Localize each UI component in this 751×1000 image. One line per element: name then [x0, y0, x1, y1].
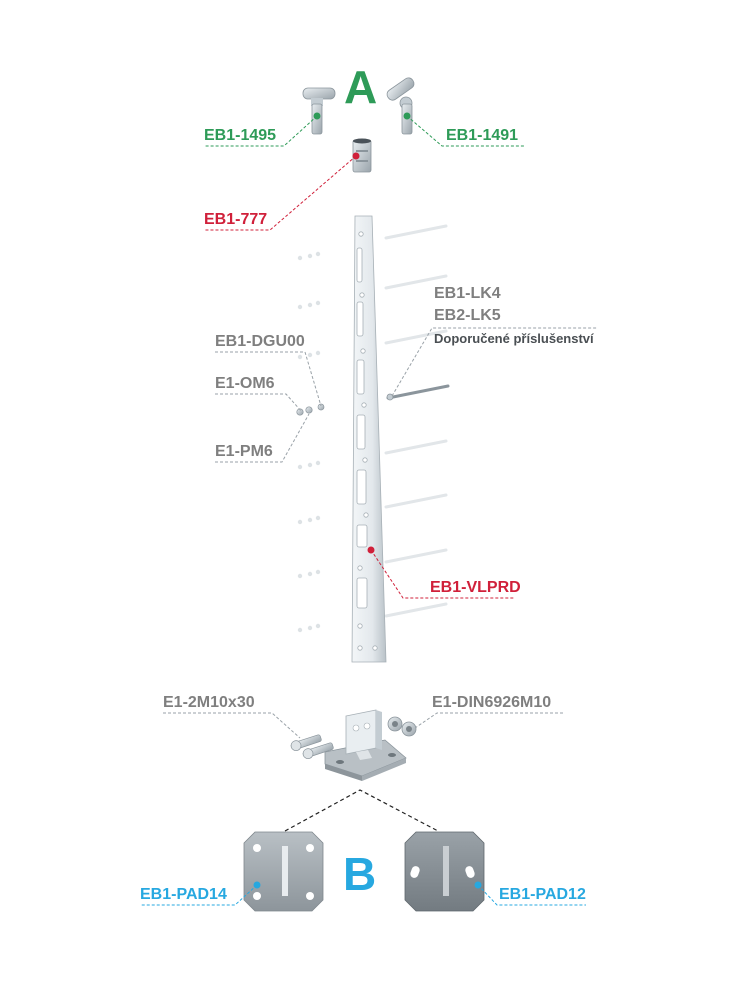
- label-e1-pm6: E1-PM6: [215, 443, 273, 460]
- label-eb1-1491: EB1-1491: [446, 127, 519, 144]
- leader-e1-om6: [215, 394, 302, 412]
- label-eb1-pad12: EB1-PAD12: [499, 886, 586, 903]
- screw-nut-part: [297, 404, 324, 415]
- handrail-holder-t-part: [303, 88, 335, 134]
- label-e1-din6926m10: E1-DIN6926M10: [432, 694, 552, 711]
- leader-e1-din6926m10: [415, 713, 563, 728]
- ghost-screw-marks: [298, 252, 320, 632]
- handrail-holder-angled-part: [385, 76, 416, 134]
- label-eb1-vlprd: EB1-VLPRD: [430, 579, 521, 596]
- rod-holder-part: [387, 386, 448, 400]
- label-e1-2m10x30: E1-2M10x30: [163, 694, 255, 711]
- label-eb1-pad14: EB1-PAD14: [140, 886, 227, 903]
- label-eb1-777: EB1-777: [204, 211, 268, 228]
- label-eb2-lk5: EB2-LK5: [434, 307, 501, 324]
- section-letter-a: A: [344, 61, 378, 113]
- label-accessories: Doporučené příslušenství: [434, 331, 594, 346]
- leader-e1-2m10x30: [163, 713, 300, 738]
- label-e1-om6: E1-OM6: [215, 375, 275, 392]
- post-vlprd-part: [352, 216, 386, 662]
- label-eb1-1495: EB1-1495: [204, 127, 277, 144]
- connector-to-b: [285, 790, 438, 831]
- pad-pad12-part: [405, 832, 484, 911]
- section-letter-b: B: [343, 848, 377, 900]
- nut-set-part: [388, 717, 416, 736]
- label-eb1-lk4: EB1-LK4: [434, 285, 501, 302]
- label-eb1-dgu00: EB1-DGU00: [215, 333, 305, 350]
- pad-pad14-part: [244, 832, 323, 911]
